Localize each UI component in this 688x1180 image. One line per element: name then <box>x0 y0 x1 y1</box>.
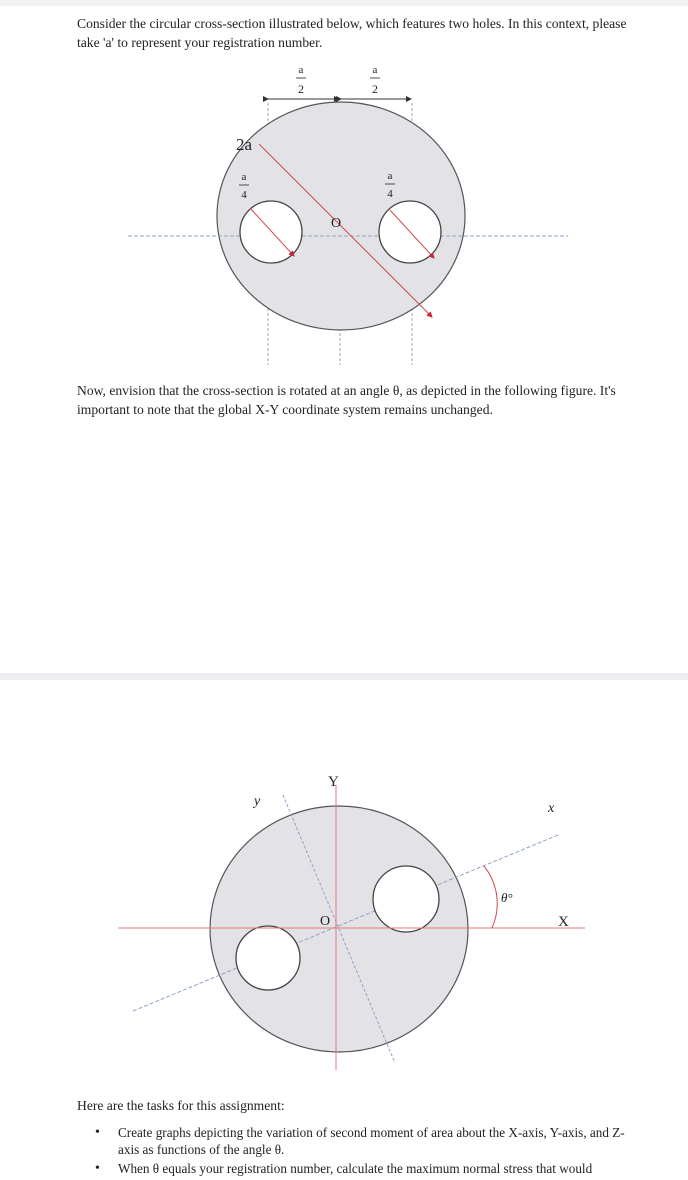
list-item <box>95 1124 640 1158</box>
global-x-label: X <box>558 914 569 930</box>
left-hole <box>240 201 302 263</box>
task-text: When θ equals your registration number, calculate the maximum normal stress that would <box>118 1161 593 1176</box>
top-dim-left-den: 2 <box>298 82 304 96</box>
left-hole <box>236 926 300 990</box>
hole-dim-left-num: a <box>241 171 247 183</box>
origin-label: O <box>331 216 342 231</box>
hole-dim-right-num: a <box>387 170 393 182</box>
list-item <box>95 1160 640 1177</box>
top-dim-left-num: a <box>298 64 304 76</box>
hole-dim-left-den: 4 <box>241 189 247 201</box>
local-y-label: y <box>254 794 261 809</box>
right-hole <box>373 866 439 932</box>
angle-arc <box>484 866 497 928</box>
top-dim-right-num: a <box>372 64 378 76</box>
local-x-label: x <box>548 801 555 816</box>
diameter-label: 2a <box>236 135 253 154</box>
cross-section-figure <box>0 55 688 375</box>
task-text: Create graphs depicting the variation of second moment of area about the X-axis, Y-axis, and Z-axis as functions of the angle θ. <box>118 1125 625 1157</box>
top-bar <box>0 0 688 6</box>
intro-paragraph: Consider the circular cross-section illustrated below, which features two holes. In this context, please take 'a' to represent your registration number. <box>77 16 627 50</box>
rotated-section-figure <box>0 765 688 1085</box>
angle-label: θ° <box>501 890 513 905</box>
global-y-label: Y <box>328 774 339 790</box>
task-list <box>95 1124 640 1179</box>
hole-dim-right-den: 4 <box>387 188 393 200</box>
tasks-intro: Here are the tasks for this assignment: <box>77 1098 285 1113</box>
bullet-icon: • <box>95 1161 100 1176</box>
top-dim-right-den: 2 <box>372 82 378 96</box>
rotation-paragraph: Now, envision that the cross-section is rotated at an angle θ, as depicted in the following figure. It's important to note that the global X-Y coordinate system remains unchanged. <box>77 383 616 417</box>
page-divider <box>0 673 688 680</box>
origin-label: O <box>320 914 331 929</box>
bullet-icon: • <box>95 1125 100 1140</box>
